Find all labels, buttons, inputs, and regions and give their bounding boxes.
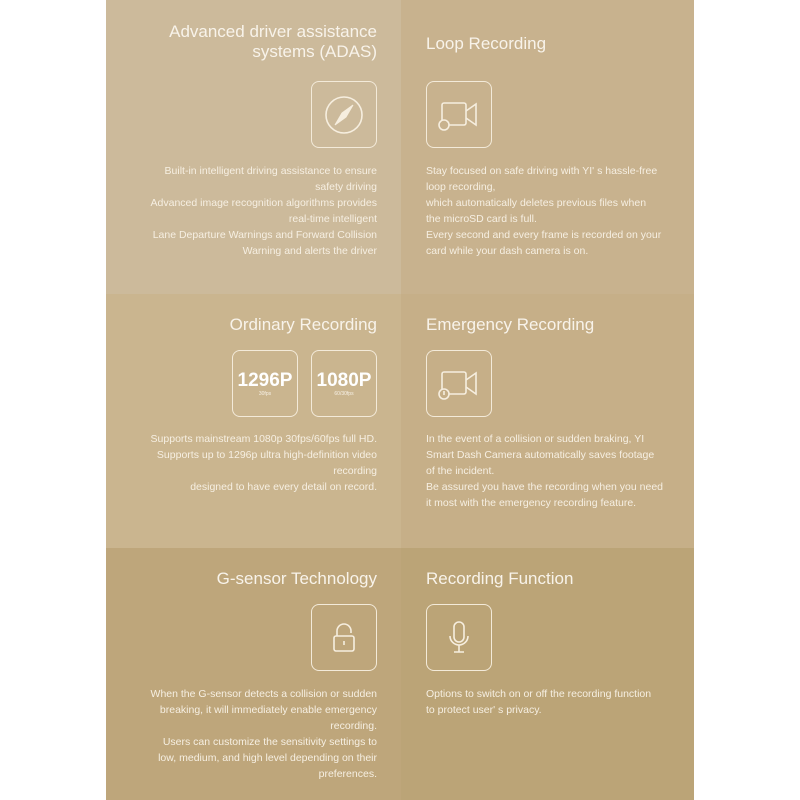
- feature-ordinary-recording: [106, 294, 401, 548]
- feature-description: When the G-sensor detects a collision or sudden breaking, it will immediately enable emergency recording. Users can customize the sensitivity settings to low, medium, and high level depending on their preferences.: [150, 688, 377, 780]
- feature-adas: [106, 0, 401, 294]
- feature-recording-function: [401, 548, 694, 800]
- lock-icon: [311, 604, 377, 671]
- feature-g-sensor: [106, 548, 401, 800]
- feature-title: Recording Function: [426, 569, 574, 588]
- feature-description: Built-in intelligent driving assistance to ensure safety driving Advanced image recognition algorithms provides real-time intelligent Lane Departure Warnings and Forward Collision Warning and alerts the driver: [150, 165, 377, 257]
- feature-description: In the event of a collision or sudden braking, YI Smart Dash Camera automatically saves footage of the incident. Be assured you have the recording when you need it most with the emergency recording feature.: [426, 433, 663, 509]
- resolution-badge-1296p: 1296P 30fps: [232, 350, 298, 417]
- feature-description: Supports mainstream 1080p 30fps/60fps full HD. Supports up to 1296p ultra high-definition video recording designed to have every detail on record.: [150, 433, 377, 493]
- feature-title: Ordinary Recording: [229, 315, 377, 334]
- feature-loop-recording: [401, 0, 694, 294]
- compass-icon: [311, 81, 377, 148]
- microphone-icon: [426, 604, 492, 671]
- feature-title: Advanced driver assistance systems (ADAS): [169, 22, 377, 61]
- feature-description: Options to switch on or off the recording function to protect user' s privacy.: [426, 688, 652, 716]
- emergency-video-camera-icon: [426, 350, 492, 417]
- loop-video-camera-icon: [426, 81, 492, 148]
- feature-emergency-recording: [401, 294, 694, 548]
- feature-description: Stay focused on safe driving with YI' s hassle-free loop recording, which automatically deletes previous files when the microSD card is full. Every second and every frame is recorded on your card while your dash camera is on.: [426, 165, 662, 257]
- feature-title: Emergency Recording: [426, 315, 595, 334]
- resolution-badge-1080p: 1080P 60/30fps: [311, 350, 377, 417]
- feature-title: Loop Recording: [426, 34, 547, 53]
- feature-title: G-sensor Technology: [216, 569, 377, 588]
